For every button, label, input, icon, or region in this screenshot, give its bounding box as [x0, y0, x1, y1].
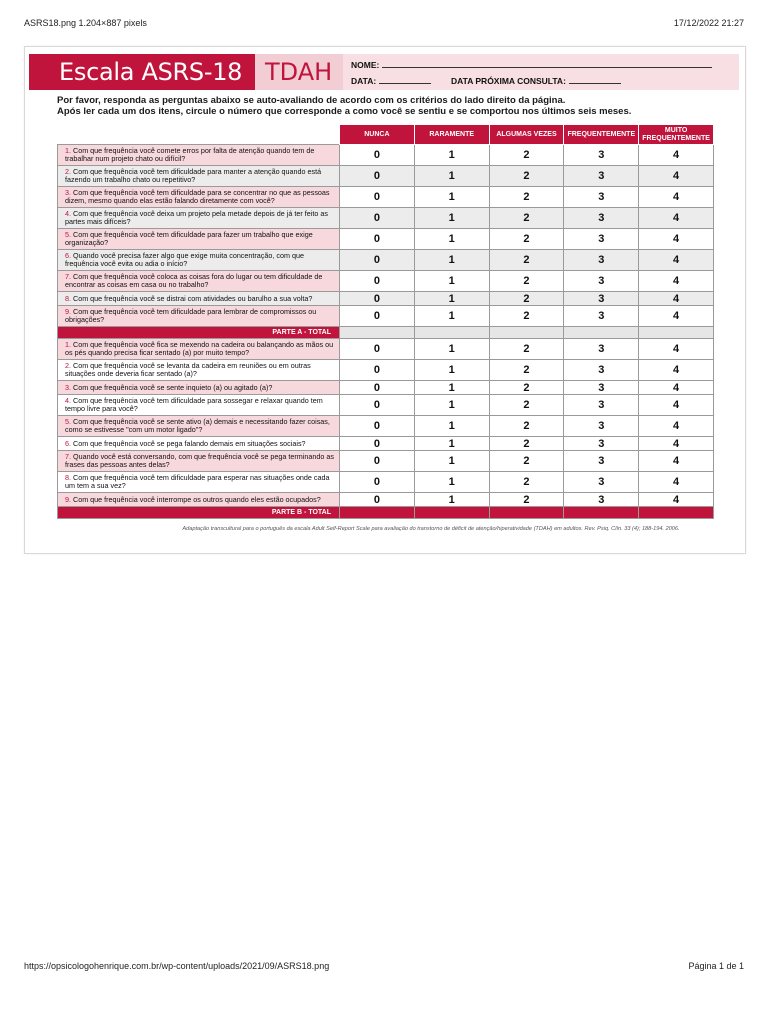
- score-option-1[interactable]: 1: [414, 208, 489, 229]
- question-number: 2.: [65, 361, 71, 370]
- score-option-3[interactable]: 3: [564, 145, 639, 166]
- name-line: [382, 60, 712, 68]
- score-option-1[interactable]: 1: [414, 360, 489, 381]
- question-number: 1.: [65, 146, 71, 155]
- score-option-2[interactable]: 2: [489, 292, 564, 306]
- question-label: Com que frequência você tem dificuldade para fazer um trabalho que exige organização?: [65, 230, 313, 247]
- question-number: 8.: [65, 293, 71, 303]
- score-option-2[interactable]: 2: [489, 493, 564, 507]
- part-a-item-3: [58, 187, 714, 208]
- citation: Adaptação transcultural para o português da escala Adult Self-Report Scale para avaliação do transtorno de déficit de atenção/hiperatividade (TDAH) em adultos. Rev. Psiq. Clín. 33 (4); 188-194. 2006.: [182, 526, 680, 532]
- part-a-total-cell[interactable]: [414, 327, 489, 339]
- instructions-line-1: Por favor, responda as perguntas abaixo se auto-avaliando de acordo com os critérios do lado direito da página.: [57, 95, 566, 106]
- score-option-3[interactable]: 3: [564, 451, 639, 472]
- score-option-1[interactable]: 1: [414, 493, 489, 507]
- score-option-2[interactable]: 2: [489, 472, 564, 493]
- score-option-1[interactable]: 1: [414, 292, 489, 306]
- print-header: [24, 18, 744, 32]
- score-option-4[interactable]: 4: [639, 187, 714, 208]
- score-option-2[interactable]: 2: [489, 416, 564, 437]
- next-appointment-label: DATA PRÓXIMA CONSULTA:: [451, 76, 566, 86]
- part-a-total-label: PARTE A - TOTAL: [58, 327, 340, 339]
- score-option-3[interactable]: 3: [564, 472, 639, 493]
- title-block: [29, 54, 255, 90]
- question-number: 9.: [65, 307, 71, 316]
- question-label: Com que frequência você se sente inquieto (a) ou agitado (a)?: [73, 382, 273, 392]
- print-header-datetime: 17/12/2022 21:27: [673, 18, 744, 28]
- title-band: [29, 54, 739, 90]
- question-label: Com que frequência você fica se mexendo na cadeira ou balançando as mãos ou os pés quando precisa ficar sentado (a) por muito tempo?: [65, 340, 334, 357]
- question-number: 2.: [65, 167, 71, 176]
- score-option-0[interactable]: 0: [340, 187, 415, 208]
- question-text: [58, 437, 340, 451]
- col-muito-frequentemente: MUITO FREQUENTEMENTE: [639, 125, 714, 145]
- question-label: Com que frequência você tem dificuldade para lembrar de compromissos ou obrigações?: [65, 307, 317, 324]
- name-label: NOME:: [351, 60, 380, 70]
- score-option-4[interactable]: 4: [639, 451, 714, 472]
- question-text: [58, 416, 340, 437]
- score-option-3[interactable]: 3: [564, 395, 639, 416]
- score-option-0[interactable]: 0: [340, 437, 415, 451]
- question-text: [58, 292, 340, 306]
- score-option-0[interactable]: 0: [340, 229, 415, 250]
- question-label: Quando você está conversando, com que frequência você se pega terminando as frases das pessoas antes delas?: [65, 452, 334, 469]
- question-label: Com que frequência você tem dificuldade para se concentrar no que as pessoas dizem, mesmo quando elas estão falando diretamente com você?: [65, 188, 330, 205]
- part-b-item-1: [58, 339, 714, 360]
- score-option-1[interactable]: 1: [414, 395, 489, 416]
- score-option-3[interactable]: 3: [564, 208, 639, 229]
- part-b-total-cell: [489, 507, 564, 519]
- question-label: Com que frequência você tem dificuldade para sossegar e relaxar quando tem tempo livre para você?: [65, 396, 323, 413]
- score-option-2[interactable]: 2: [489, 271, 564, 292]
- score-option-2[interactable]: 2: [489, 451, 564, 472]
- score-option-1[interactable]: 1: [414, 339, 489, 360]
- score-option-4[interactable]: 4: [639, 208, 714, 229]
- score-option-3[interactable]: 3: [564, 229, 639, 250]
- score-option-2[interactable]: 2: [489, 395, 564, 416]
- question-number: 4.: [65, 396, 71, 405]
- question-label: Com que frequência você se pega falando demais em situações sociais?: [73, 438, 306, 448]
- score-option-4[interactable]: 4: [639, 271, 714, 292]
- question-label: Com que frequência você interrompe os outros quando eles estão ocupados?: [73, 494, 321, 504]
- question-text: [58, 339, 340, 360]
- date-line: [379, 76, 431, 84]
- question-label: Quando você precisa fazer algo que exige muita concentração, com que frequência você evita ou adia o início?: [65, 251, 304, 268]
- question-text: [58, 451, 340, 472]
- name-field[interactable]: [351, 60, 712, 70]
- score-option-4[interactable]: 4: [639, 339, 714, 360]
- score-option-1[interactable]: 1: [414, 416, 489, 437]
- score-option-2[interactable]: 2: [489, 437, 564, 451]
- question-label: Com que frequência você comete erros por falta de atenção quando tem de trabalhar num projeto chato ou difícil?: [65, 146, 315, 163]
- score-option-3[interactable]: 3: [564, 271, 639, 292]
- part-a-total-cell[interactable]: [639, 327, 714, 339]
- score-option-1[interactable]: 1: [414, 306, 489, 327]
- part-a-item-5: [58, 229, 714, 250]
- question-number: 8.: [65, 473, 71, 482]
- col-raramente: RARAMENTE: [414, 125, 489, 145]
- part-b-item-4: [58, 395, 714, 416]
- question-number: 3.: [65, 188, 71, 197]
- score-option-3[interactable]: 3: [564, 187, 639, 208]
- score-option-1[interactable]: 1: [414, 250, 489, 271]
- question-text: [58, 271, 340, 292]
- score-option-1[interactable]: 1: [414, 271, 489, 292]
- score-option-4[interactable]: 4: [639, 306, 714, 327]
- question-text: [58, 395, 340, 416]
- question-number: 6.: [65, 251, 71, 260]
- score-option-0[interactable]: 0: [340, 166, 415, 187]
- question-text: [58, 145, 340, 166]
- print-header-filename: ASRS18.png 1.204×887 pixels: [24, 18, 147, 28]
- next-appointment-field[interactable]: [451, 76, 621, 86]
- score-option-3[interactable]: 3: [564, 381, 639, 395]
- question-text: [58, 229, 340, 250]
- score-option-4[interactable]: 4: [639, 416, 714, 437]
- question-label: Com que frequência você se sente ativo (a) demais e necessitando fazer coisas, como se estivesse "com um motor ligado"?: [65, 417, 330, 434]
- question-text: [58, 381, 340, 395]
- score-option-0[interactable]: 0: [340, 493, 415, 507]
- score-option-2[interactable]: 2: [489, 145, 564, 166]
- part-a-item-4: [58, 208, 714, 229]
- part-a-item-9: [58, 306, 714, 327]
- instructions: [57, 95, 737, 117]
- question-number: 7.: [65, 452, 71, 461]
- score-option-2[interactable]: 2: [489, 339, 564, 360]
- score-option-2[interactable]: 2: [489, 166, 564, 187]
- score-option-2[interactable]: 2: [489, 360, 564, 381]
- date-field[interactable]: [351, 76, 431, 86]
- score-option-1[interactable]: 1: [414, 451, 489, 472]
- score-option-0[interactable]: 0: [340, 145, 415, 166]
- score-option-3[interactable]: 3: [564, 292, 639, 306]
- print-footer-url: https://opsicologohenrique.com.br/wp-content/uploads/2021/09/ASRS18.png: [24, 961, 330, 971]
- part-a-item-6: [58, 250, 714, 271]
- tdah-block: [255, 54, 343, 90]
- question-label: Com que frequência você se levanta da cadeira em reuniões ou em outras situações onde deveria ficar sentado (a)?: [65, 361, 311, 378]
- part-b-total-cell: [340, 507, 415, 519]
- part-a-total-cell[interactable]: [340, 327, 415, 339]
- score-option-4[interactable]: 4: [639, 381, 714, 395]
- score-option-4[interactable]: 4: [639, 437, 714, 451]
- question-label: Com que frequência você deixa um projeto pela metade depois de já ter feito as partes mais difíceis?: [65, 209, 328, 226]
- score-option-4[interactable]: 4: [639, 145, 714, 166]
- header-blank: [58, 125, 340, 145]
- score-option-3[interactable]: 3: [564, 416, 639, 437]
- question-text: [58, 208, 340, 229]
- score-option-4[interactable]: 4: [639, 493, 714, 507]
- part-b-item-5: [58, 416, 714, 437]
- score-option-0[interactable]: 0: [340, 472, 415, 493]
- print-footer-page: Página 1 de 1: [688, 961, 744, 971]
- part-b-item-2: [58, 360, 714, 381]
- scale-title: Escala ASRS-18: [59, 58, 243, 86]
- part-b-total-label: PARTE B - TOTAL: [58, 507, 340, 519]
- score-option-4[interactable]: 4: [639, 229, 714, 250]
- score-option-0[interactable]: 0: [340, 292, 415, 306]
- asrs-sheet: [24, 46, 746, 554]
- question-number: 4.: [65, 209, 71, 218]
- question-label: Com que frequência você tem dificuldade para manter a atenção quando está fazendo um trabalho chato ou repetitivo?: [65, 167, 322, 184]
- question-number: 3.: [65, 382, 71, 392]
- score-option-1[interactable]: 1: [414, 166, 489, 187]
- part-b-item-8: [58, 472, 714, 493]
- score-option-0[interactable]: 0: [340, 339, 415, 360]
- part-a-item-1: [58, 145, 714, 166]
- question-text: [58, 493, 340, 507]
- part-b-total-cell: [564, 507, 639, 519]
- score-option-4[interactable]: 4: [639, 292, 714, 306]
- instructions-line-2: Após ler cada um dos itens, circule o número que corresponde a como você se sentiu e se comportou nos últimos seis meses.: [57, 106, 632, 117]
- score-option-4[interactable]: 4: [639, 395, 714, 416]
- part-b-total-cell: [414, 507, 489, 519]
- score-option-0[interactable]: 0: [340, 416, 415, 437]
- score-option-0[interactable]: 0: [340, 250, 415, 271]
- tdah-label: TDAH: [265, 58, 333, 86]
- score-option-3[interactable]: 3: [564, 250, 639, 271]
- score-option-1[interactable]: 1: [414, 145, 489, 166]
- score-option-3[interactable]: 3: [564, 306, 639, 327]
- part-a-item-2: [58, 166, 714, 187]
- part-b-item-7: [58, 451, 714, 472]
- score-option-3[interactable]: 3: [564, 360, 639, 381]
- score-option-1[interactable]: 1: [414, 381, 489, 395]
- question-number: 9.: [65, 494, 71, 504]
- score-option-1[interactable]: 1: [414, 229, 489, 250]
- question-number: 1.: [65, 340, 71, 349]
- score-option-0[interactable]: 0: [340, 451, 415, 472]
- question-text: [58, 472, 340, 493]
- score-option-2[interactable]: 2: [489, 187, 564, 208]
- header-row: [58, 125, 714, 145]
- question-number: 5.: [65, 230, 71, 239]
- question-label: Com que frequência você se distrai com atividades ou barulho a sua volta?: [73, 293, 313, 303]
- score-option-1[interactable]: 1: [414, 187, 489, 208]
- score-option-1[interactable]: 1: [414, 437, 489, 451]
- question-text: [58, 250, 340, 271]
- question-label: Com que frequência você tem dificuldade para esperar nas situações onde cada um tem a sua vez?: [65, 473, 330, 490]
- part-b-item-6: [58, 437, 714, 451]
- print-footer: [24, 961, 744, 975]
- question-number: 7.: [65, 272, 71, 281]
- score-option-4[interactable]: 4: [639, 472, 714, 493]
- part-b-item-3: [58, 381, 714, 395]
- score-option-4[interactable]: 4: [639, 166, 714, 187]
- score-option-4[interactable]: 4: [639, 360, 714, 381]
- col-nunca: NUNCA: [340, 125, 415, 145]
- patient-fields: [343, 54, 739, 90]
- score-option-3[interactable]: 3: [564, 166, 639, 187]
- score-option-0[interactable]: 0: [340, 395, 415, 416]
- part-a-item-8: [58, 292, 714, 306]
- question-text: [58, 166, 340, 187]
- next-appointment-line: [569, 76, 621, 84]
- score-option-2[interactable]: 2: [489, 306, 564, 327]
- score-option-2[interactable]: 2: [489, 381, 564, 395]
- part-b-total-row: [58, 507, 714, 519]
- part-a-total-row: [58, 327, 714, 339]
- asrs-table: [57, 124, 714, 519]
- part-b-item-9: [58, 493, 714, 507]
- question-number: 5.: [65, 417, 71, 426]
- question-number: 6.: [65, 438, 71, 448]
- score-option-2[interactable]: 2: [489, 229, 564, 250]
- date-label: DATA:: [351, 76, 377, 86]
- part-b-total-cell: [639, 507, 714, 519]
- score-option-2[interactable]: 2: [489, 208, 564, 229]
- part-a-total-cell[interactable]: [564, 327, 639, 339]
- question-text: [58, 306, 340, 327]
- score-option-3[interactable]: 3: [564, 339, 639, 360]
- question-label: Com que frequência você coloca as coisas fora do lugar ou tem dificuldade de encontrar as coisas em casa ou no trabalho?: [65, 272, 323, 289]
- score-option-0[interactable]: 0: [340, 306, 415, 327]
- score-option-0[interactable]: 0: [340, 381, 415, 395]
- score-option-0[interactable]: 0: [340, 271, 415, 292]
- col-algumas-vezes: ALGUMAS VEZES: [489, 125, 564, 145]
- score-option-4[interactable]: 4: [639, 250, 714, 271]
- score-option-3[interactable]: 3: [564, 437, 639, 451]
- question-text: [58, 187, 340, 208]
- score-option-3[interactable]: 3: [564, 493, 639, 507]
- score-option-0[interactable]: 0: [340, 360, 415, 381]
- col-frequentemente: FREQUENTEMENTE: [564, 125, 639, 145]
- score-option-2[interactable]: 2: [489, 250, 564, 271]
- score-option-1[interactable]: 1: [414, 472, 489, 493]
- question-text: [58, 360, 340, 381]
- part-a-total-cell[interactable]: [489, 327, 564, 339]
- part-a-item-7: [58, 271, 714, 292]
- score-option-0[interactable]: 0: [340, 208, 415, 229]
